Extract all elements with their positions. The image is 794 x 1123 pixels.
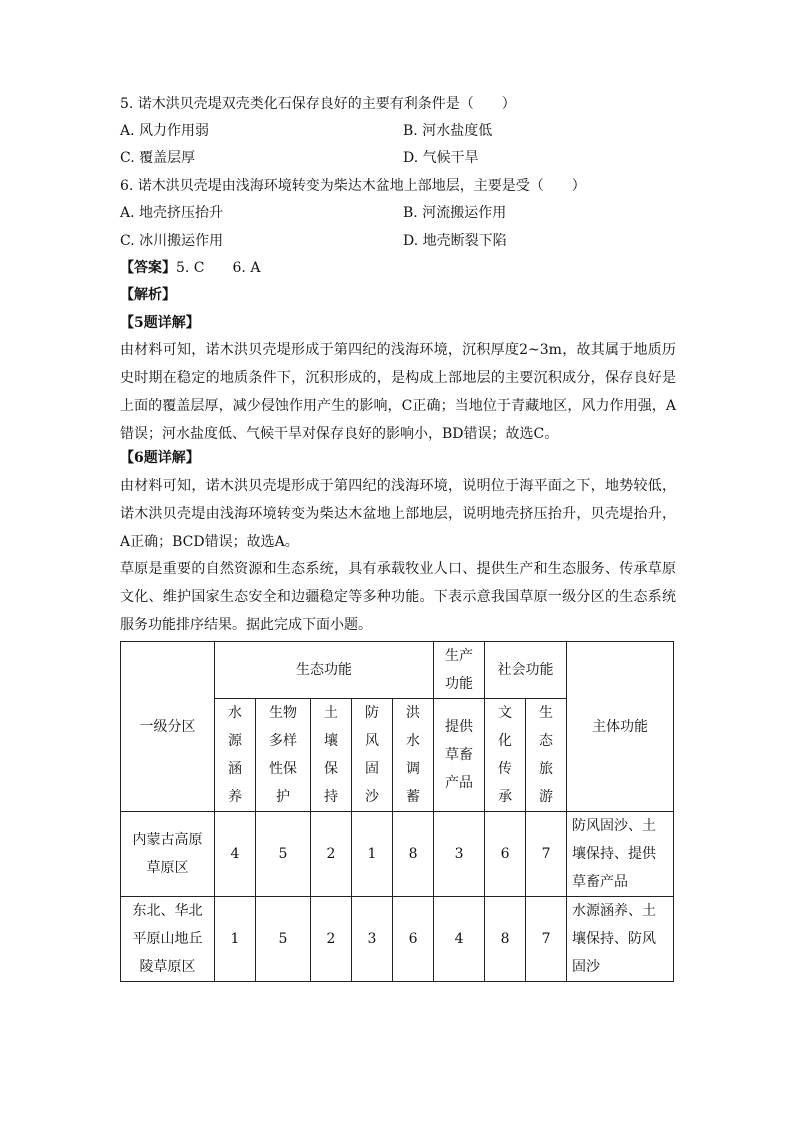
q5-option-a: A. 风力作用弱 [120, 123, 210, 139]
value-cell: 6 [485, 812, 526, 897]
sub-header-text: 提供草畜产品 [445, 719, 474, 791]
q5-option-b: B. 河水盐度低 [403, 123, 493, 139]
value-cell: 5 [256, 897, 311, 982]
sub-header-text: 洪水调蓄 [406, 705, 421, 805]
main-function-header: 主体功能 [567, 642, 674, 812]
grassland-function-table [120, 641, 674, 982]
table-header-row [121, 642, 674, 699]
social-function-header: 社会功能 [485, 642, 567, 699]
region-cell-text: 内蒙古高原草原区 [132, 832, 203, 876]
value-cell: 6 [393, 897, 434, 982]
region-header: 一级分区 [121, 642, 215, 812]
detail-5-label: 【5题详解】 [120, 315, 200, 331]
q6-option-c: C. 冰川搬运作用 [120, 233, 224, 249]
sub-header-text: 生物多样性保护 [268, 705, 297, 805]
value-cell: 2 [311, 812, 352, 897]
value-cell: 1 [215, 897, 256, 982]
q5-option-c: C. 覆盖层厚 [120, 150, 196, 166]
value-cell: 3 [434, 812, 485, 897]
region-cell [121, 897, 215, 982]
sub-header-text: 水源涵养 [228, 705, 242, 805]
detail-6-label: 【6题详解】 [120, 450, 200, 466]
detail-6-text: 由材料可知，诺木洪贝壳堤形成于第四纪的浅海环境，说明位于海平面之下，地势较低，诺木洪贝壳堤由浅海环境转变为柴达木盆地上部地层，说明地壳挤压抬升，贝壳堤抬升，A正确；BCD错误；故选A。 [120, 478, 676, 550]
region-cell-text: 东北、华北平原山地丘陵草原区 [132, 903, 203, 975]
prod-function-header-text: 生产功能 [445, 648, 474, 692]
value-cell: 4 [215, 812, 256, 897]
sub-header-text: 土壤保持 [324, 705, 338, 805]
sub-header-water-conservation [215, 699, 256, 812]
value-cell: 3 [352, 897, 393, 982]
sub-header-text: 生态旅游 [539, 705, 554, 805]
value-cell: 7 [526, 812, 567, 897]
analysis-label: 【解析】 [120, 287, 176, 303]
region-cell [121, 812, 215, 897]
question-5: 5. 诺木洪贝壳堤双壳类化石保存良好的主要有利条件是（ ） [120, 96, 516, 112]
eco-function-header: 生态功能 [215, 642, 434, 699]
main-function-cell [567, 897, 674, 982]
sub-header-text: 文化传承 [498, 705, 513, 805]
q6-option-b: B. 河流搬运作用 [403, 205, 507, 221]
value-cell: 8 [393, 812, 434, 897]
answer-text: 5. C 6. A [176, 260, 261, 276]
sub-header-text: 防风固沙 [365, 705, 379, 805]
value-cell: 1 [352, 812, 393, 897]
table-row [121, 897, 674, 982]
answer-line [120, 258, 260, 278]
sub-header-soil-conservation [311, 699, 352, 812]
sub-header-livestock-products [434, 699, 485, 812]
sub-header-culture [485, 699, 526, 812]
intro-paragraph: 草原是重要的自然资源和生态系统，具有承载牧业人口、提供生产和生态服务、传承草原文化、维护国家生态安全和边疆稳定等多种功能。下表示意我国草原一级分区的生态系统服务功能排序结果。据此完成下面小题。 [120, 561, 676, 633]
answer-label: 【答案】 [120, 260, 176, 276]
main-function-text: 防风固沙、土壤保持、提供草畜产品 [572, 818, 657, 890]
q5-option-d: D. 气候干旱 [403, 150, 479, 166]
sub-header-windbreak [352, 699, 393, 812]
prod-function-header [434, 642, 485, 699]
value-cell: 5 [256, 812, 311, 897]
q6-option-d: D. 地壳断裂下陷 [403, 233, 507, 249]
sub-header-flood-regulation [393, 699, 434, 812]
sub-header-biodiversity [256, 699, 311, 812]
value-cell: 8 [485, 897, 526, 982]
value-cell: 4 [434, 897, 485, 982]
table-row [121, 812, 674, 897]
main-function-cell [567, 812, 674, 897]
question-6: 6. 诺木洪贝壳堤由浅海环境转变为柴达木盆地上部地层，主要是受（ ） [120, 178, 586, 194]
main-function-text: 水源涵养、土壤保持、防风固沙 [572, 903, 657, 975]
sub-header-eco-tourism [526, 699, 567, 812]
value-cell: 2 [311, 897, 352, 982]
q6-option-a: A. 地壳挤压抬升 [120, 205, 224, 221]
value-cell: 7 [526, 897, 567, 982]
detail-5-text: 由材料可知，诺木洪贝壳堤形成于第四纪的浅海环境，沉积厚度2~3m，故其属于地质历史时期在稳定的地质条件下，沉积形成的，是构成上部地层的主要沉积成分，保存良好是上面的覆盖层厚，减少侵蚀作用产生的影响，C正确；当地位于青藏地区，风力作用强，A错误；河水盐度低、气候干旱对保存良好的影响小，BD错误；故选C。 [120, 342, 676, 442]
